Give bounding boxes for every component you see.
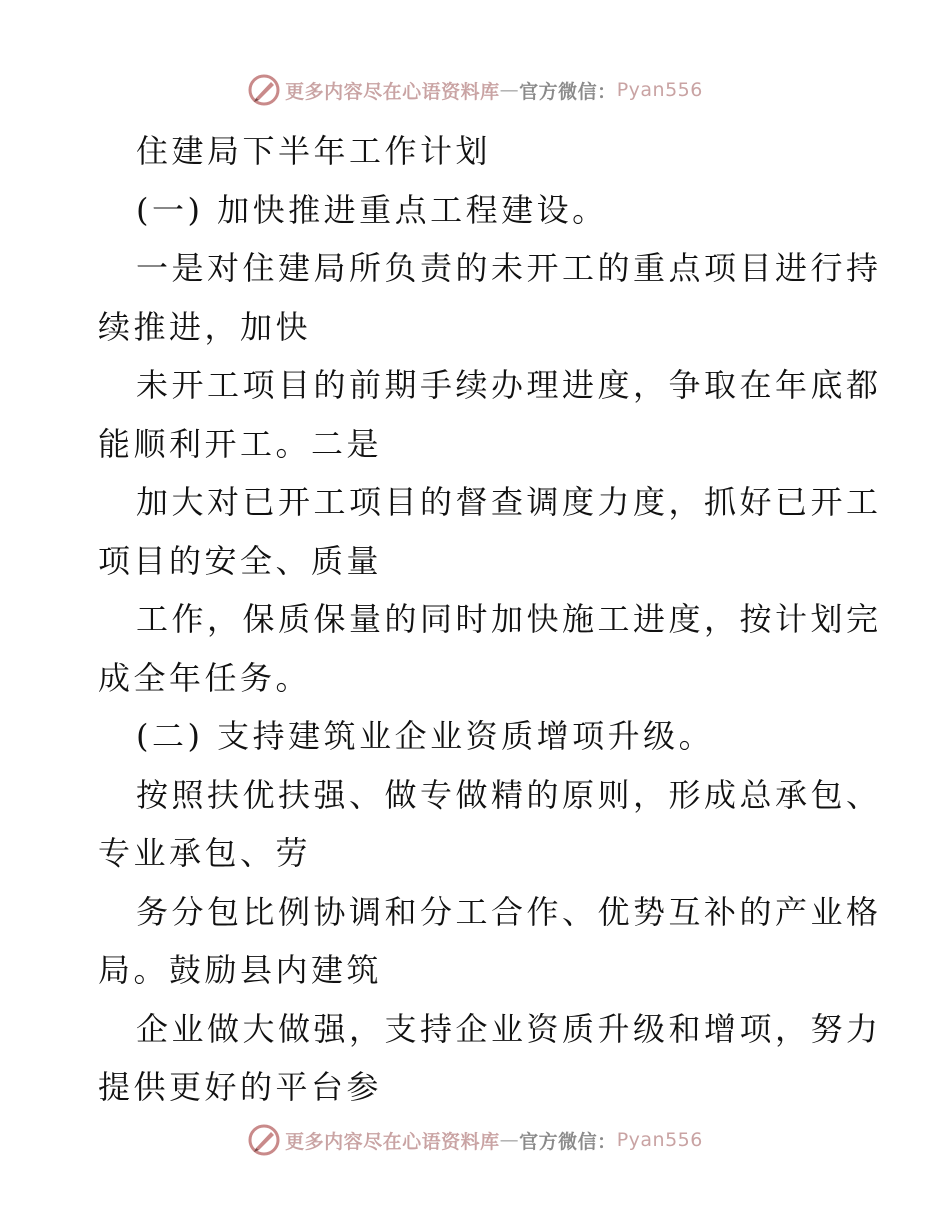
quill-pen-seal-icon <box>247 73 281 107</box>
paragraph-line: 成全年任务。 <box>98 658 312 697</box>
paragraph-line: 按照扶优扶强、做专做精的原则，形成总承包、 <box>136 775 882 814</box>
paragraph-line: 局。鼓励县内建筑 <box>98 951 383 989</box>
paragraph-line: 续推进，加快 <box>98 307 312 346</box>
paragraph-line: 未开工项目的前期手续办理进度，争取在年底都 <box>136 366 882 404</box>
watermark-wechat-id: Pyan556 <box>616 1129 703 1151</box>
document-body <box>98 122 882 1117</box>
paragraph-line: 加大对已开工项目的督查调度力度，抓好已开工 <box>136 483 882 521</box>
paragraph-line: 专业承包、劳 <box>98 834 312 872</box>
paragraph-line: 企业做大做强，支持企业资质升级和增项，努力 <box>136 1009 882 1048</box>
quill-pen-seal-icon <box>247 1123 281 1157</box>
watermark-main-text: 更多内容尽在心语资料库 <box>285 1130 500 1153</box>
section-heading-1: (一) 加快推进重点工程建设。 <box>136 190 608 229</box>
paragraph-line: 工作，保质保量的同时加快施工进度，按计划完 <box>136 600 882 638</box>
paragraph-line: 能顺利开工。二是 <box>98 424 383 463</box>
paragraph-line: 一是对住建局所负责的未开工的重点项目进行持 <box>136 249 882 287</box>
footer-watermark <box>0 1120 950 1160</box>
paragraph-line: 项目的安全、质量 <box>98 541 383 580</box>
document-title: 住建局下半年工作计划 <box>136 132 492 170</box>
paragraph-line: 务分包比例协调和分工合作、优势互补的产业格 <box>136 892 882 931</box>
watermark-wechat-id: Pyan556 <box>616 79 703 101</box>
watermark-dash: — <box>499 79 520 101</box>
paragraph-line: 提供更好的平台参 <box>98 1068 383 1106</box>
watermark-official-label: 官方微信： <box>519 80 617 103</box>
section-heading-2: (二) 支持建筑业企业资质增项升级。 <box>136 717 715 755</box>
watermark-official-label: 官方微信： <box>519 1130 617 1153</box>
watermark-dash: — <box>499 1129 520 1151</box>
header-watermark <box>0 70 950 110</box>
watermark-main-text: 更多内容尽在心语资料库 <box>285 80 500 103</box>
